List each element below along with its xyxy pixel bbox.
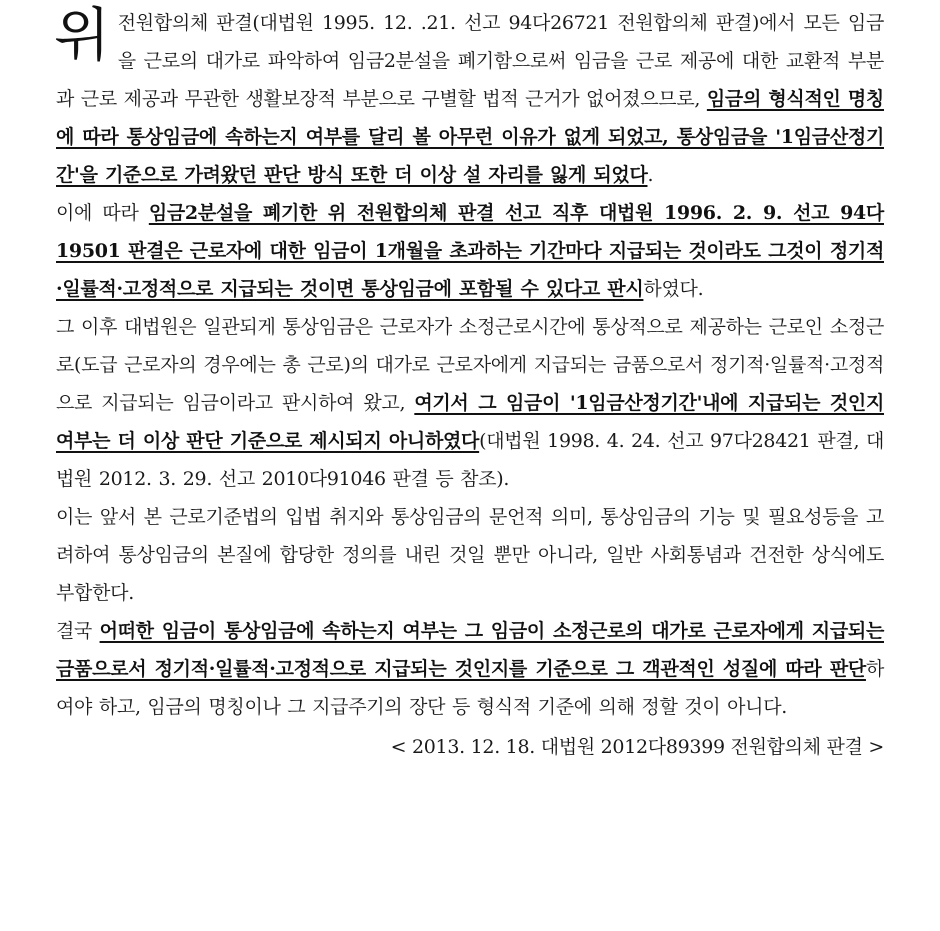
emphasized-text: 임금2분설을 폐기한 위 전원합의체 판결 선고 직후 대법원 1996. 2. 9. 선고 94다19501 판결은 근로자에 대한 임금이 1개월을 초과하는 기간마다 지급되는 것이라도 그것이 정기적·일률적·고정적으로 지급되는 것이면 통상임금에 포함될 수 있다고 판시 bbox=[56, 202, 884, 300]
body-text: 하여야 하고, 임금의 명칭이나 그 지급주기의 장단 등 형식적 기준에 의해 정할 것이 아니다. bbox=[56, 658, 884, 718]
emphasized-text: 임금의 형식적인 명칭에 따라 통상임금에 속하는지 여부를 달리 볼 아무런 이유가 없게 되었고, 통상임금을 '1임금산정기간'을 기준으로 가려왔던 판단 방식 또한 더 이상 설 자리를 잃게 되었다 bbox=[56, 88, 884, 186]
paragraph bbox=[56, 194, 884, 308]
paragraph bbox=[54, 1, 884, 194]
drop-cap: 위 bbox=[54, 1, 110, 69]
document-body bbox=[54, 1, 885, 726]
body-text: 하였다. bbox=[643, 278, 704, 300]
body-text: 전원합의체 판결(대법원 1995. 12. .21. 선고 94다26721 전원합의체 판결)에서 모든 임금을 근로의 대가로 파악하여 임금2분설을 폐기함으로써 임금을 근로 제공에 대한 교환적 부분과 근로 제공과 무관한 생활보장적 부분으로 구별할 법적 근거가 없어졌으므로, bbox=[56, 12, 884, 110]
body-text: 이에 따라 bbox=[56, 202, 149, 224]
body-text: (대법원 1998. 4. 24. 선고 97다28421 판결, 대법원 2012. 3. 29. 선고 2010다91046 판결 등 참조). bbox=[56, 430, 884, 490]
paragraph bbox=[56, 308, 884, 498]
paragraph bbox=[56, 612, 884, 726]
body-text: 결국 bbox=[56, 620, 100, 642]
body-text: 이는 앞서 본 근로기준법의 입법 취지와 통상임금의 문언적 의미, 통상임금의 기능 및 필요성등을 고려하여 통상임금의 본질에 합당한 정의를 내린 것일 뿐만 아니라, 일반 사회통념과 건전한 상식에도 부합한다. bbox=[56, 506, 884, 604]
emphasized-text: 어떠한 임금이 통상임금에 속하는지 여부는 그 임금이 소정근로의 대가로 근로자에게 지급되는 금품으로서 정기적·일률적·고정적으로 지급되는 것인지를 기준으로 그 객관적인 성질에 따라 판단 bbox=[56, 620, 884, 680]
paragraph bbox=[56, 498, 884, 612]
emphasized-text: 여기서 그 임금이 '1임금산정기간'내에 지급되는 것인지 여부는 더 이상 판단 기준으로 제시되지 아니하였다 bbox=[56, 392, 885, 452]
body-text: . bbox=[647, 164, 654, 186]
case-citation: < 2013. 12. 18. 대법원 2012다89399 전원합의체 판결 > bbox=[390, 736, 884, 758]
body-text: 그 이후 대법원은 일관되게 통상임금은 근로자가 소정근로시간에 통상적으로 제공하는 근로인 소정근로(도급 근로자의 경우에는 총 근로)의 대가로 근로자에게 지급되는 금품으로서 정기적·일률적·고정적으로 지급되는 임금이라고 판시하여 왔고, bbox=[56, 316, 884, 414]
